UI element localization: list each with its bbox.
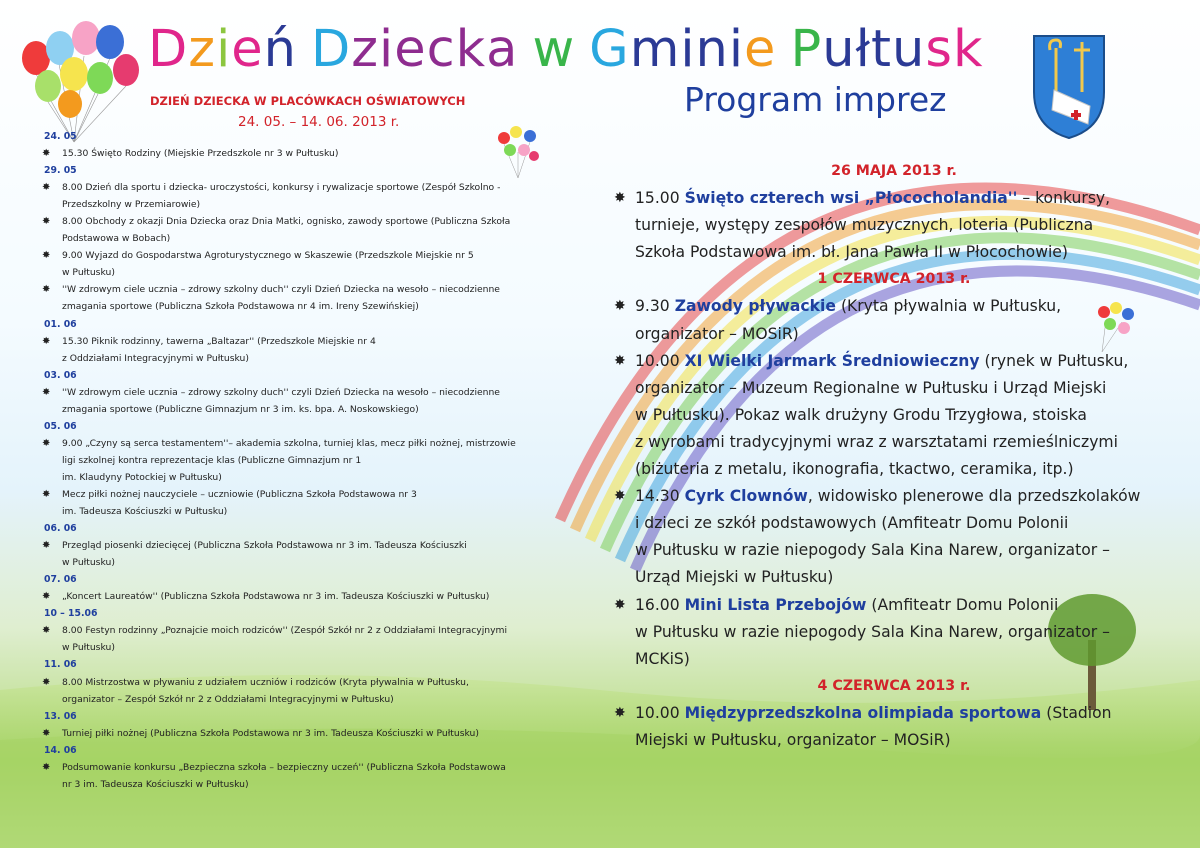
event-entry (614, 293, 1174, 347)
list-item-text: w Pułtusku) (62, 642, 115, 654)
title-letter: z (351, 20, 380, 79)
poster-title (148, 20, 983, 79)
poster-subtitle: Program imprez (684, 80, 947, 119)
list-item-continuation (44, 503, 599, 520)
list-item-text: Przegląd piosenki dziecięcej (Publiczna Szkoła Podstawowa nr 3 im. Tadeusza Kościuszki (62, 540, 467, 552)
list-item-text: ''W zdrowym ciele ucznia – zdrowy szkolny duch'' czyli Dzień Dziecka na wesoło – niecodzienne (62, 284, 500, 296)
list-item (44, 247, 599, 264)
list-item-continuation (44, 554, 599, 571)
list-item-text: zmagania sportowe (Publiczna Szkoła Podstawowa nr 4 im. Ireny Szewińskiej) (62, 301, 419, 313)
bullet-icon: ✸ (42, 761, 51, 773)
event-text: 10.00 (635, 351, 685, 370)
event-entry (614, 592, 1174, 673)
event-line (635, 700, 1174, 727)
event-text: (Stadion (1041, 703, 1112, 722)
list-item-continuation (44, 196, 599, 213)
list-item-text: w Pułtusku) (62, 267, 115, 279)
bullet-icon: ✸ (42, 625, 51, 637)
list-item-continuation (44, 230, 599, 247)
event-date: 13. 06 (44, 710, 77, 722)
event-day-heading: 26 MAJA 2013 r. (831, 163, 957, 179)
bullet-icon: ✸ (42, 250, 51, 262)
title-letter: i (379, 20, 395, 79)
event-date: 29. 05 (44, 165, 77, 177)
list-item (44, 145, 599, 162)
list-item-text: ''W zdrowym ciele ucznia – zdrowy szkolny duch'' czyli Dzień Dziecka na wesoło – niecodzienne (62, 386, 500, 398)
event-name: Zawody pływackie (674, 297, 836, 316)
list-item-text: Mecz piłki nożnej nauczyciele – uczniowie (Publiczna Szkoła Podstawowa nr 3 (62, 488, 417, 500)
list-item-text: z Oddziałami Integracyjnymi w Pułtusku) (62, 352, 249, 364)
event-line (635, 537, 1174, 564)
bullet-icon: ✸ (614, 488, 626, 505)
list-item-continuation (44, 639, 599, 656)
event-text: Urząd Miejski w Pułtusku) (635, 568, 834, 587)
event-date: 14. 06 (44, 744, 77, 756)
event-name: Cyrk Clownów (684, 487, 808, 506)
event-date: 24. 05 (44, 131, 77, 142)
bullet-icon: ✸ (42, 182, 51, 194)
title-letter: t (871, 20, 893, 79)
list-item-text: 8.00 Obchody z okazji Dnia Dziecka oraz Dnia Matki, ognisko, zawody sportowe (Publiczna Szkoła (62, 216, 511, 228)
list-item-text: 9.00 „Czyny są serca testamentem''– akademia szkolna, turniej klas, mecz piłki nożnej, mistrzowie (62, 437, 516, 449)
event-text: 9.30 (635, 297, 675, 316)
list-item (44, 759, 599, 776)
event-text: (rynek w Pułtusku, (979, 351, 1129, 370)
list-item-text: 8.00 Mistrzostwa w pływaniu z udziałem uczniów i rodziców (Kryta pływalnia w Pułtusku, (62, 676, 469, 688)
event-name: Święto czterech wsi „Płococholandia'' (684, 189, 1018, 208)
event-text: MCKiS) (635, 649, 690, 668)
title-letter: i (728, 20, 745, 79)
list-item (44, 537, 599, 554)
event-text: (biżuteria z metalu, ikonografia, tkactwo, ceramika, itp.) (635, 460, 1074, 479)
title-letter: e (231, 20, 264, 79)
event-line (635, 456, 1174, 483)
event-text: 14.30 (635, 487, 685, 506)
title-letter: c (426, 20, 456, 79)
bullet-icon: ✸ (42, 386, 51, 398)
event-name: XI Wielki Jarmark Średniowieczny (684, 351, 980, 370)
list-item-continuation (44, 776, 599, 793)
title-letter: u (822, 20, 856, 79)
event-date: 01. 06 (44, 318, 77, 330)
event-line (635, 348, 1174, 375)
title-letter: k (952, 20, 984, 79)
left-section-heading: DZIEŃ DZIECKA W PLACÓWKACH OŚWIATOWYCH (150, 94, 466, 108)
title-letter: P (790, 20, 823, 79)
title-letter: m (629, 20, 681, 79)
bullet-icon: ✸ (42, 591, 51, 603)
list-item-continuation (44, 298, 599, 315)
list-item (44, 435, 599, 452)
bullet-icon: ✸ (42, 727, 51, 739)
event-text: 10.00 (635, 703, 685, 722)
bullet-icon: ✸ (42, 676, 51, 688)
event-name: Międzyprzedszkolna olimpiada sportowa (684, 703, 1042, 722)
event-text: 16.00 (635, 595, 685, 614)
list-item-continuation (44, 452, 599, 469)
bullet-icon: ✸ (614, 298, 626, 315)
bullet-icon: ✸ (614, 596, 626, 613)
list-item (44, 179, 599, 196)
event-text: – konkursy, (1017, 189, 1111, 208)
list-item-continuation (44, 350, 599, 367)
event-entry (614, 700, 1174, 754)
list-item (44, 674, 599, 691)
list-item-text: ligi szkolnej kontra reprezentacje klas (Publiczne Gimnazjum nr 1 (62, 454, 362, 466)
event-text: organizator – Muzeum Regionalne w Pułtusku i Urząd Miejski (635, 378, 1107, 397)
list-item (44, 213, 599, 230)
list-item (44, 622, 599, 639)
list-item-text: Przedszkolny w Przemiarowie) (62, 199, 201, 211)
left-section-date-range: 24. 05. – 14. 06. 2013 r. (238, 114, 400, 130)
event-text: 15.00 (635, 189, 685, 208)
event-text: (Amfiteatr Domu Polonii (866, 595, 1059, 614)
event-text: , widowisko plenerowe dla przedszkolaków (807, 487, 1141, 506)
event-line (635, 402, 1174, 429)
bullet-icon: ✸ (42, 540, 51, 552)
event-line (635, 293, 1174, 320)
event-text: Miejski w Pułtusku, organizator – MOSiR) (635, 730, 951, 749)
event-date: 07. 06 (44, 574, 77, 586)
event-entry (614, 348, 1174, 483)
list-item-continuation (44, 469, 599, 486)
event-text: Szkoła Podstawowa im. bł. Jana Pawła II w Płocochowie) (635, 243, 1068, 262)
bullet-icon: ✸ (614, 704, 626, 721)
title-letter: e (744, 20, 777, 79)
list-item (44, 384, 599, 401)
list-item-text: w Pułtusku) (62, 557, 115, 569)
title-letter: s (925, 20, 953, 79)
event-line (635, 239, 1174, 266)
bullet-icon: ✸ (42, 335, 51, 347)
list-item-text: Podstawowa w Bobach) (62, 233, 171, 245)
list-item-continuation (44, 691, 599, 708)
event-text: w Pułtusku w razie niepogody Sala Kina Narew, organizator – (635, 541, 1110, 560)
list-item-continuation (44, 264, 599, 281)
list-item-text: 8.00 Festyn rodzinny „Poznajcie moich rodziców'' (Zespół Szkół nr 2 z Oddziałami Integracyjnymi (62, 625, 508, 637)
event-line (635, 646, 1174, 673)
list-item-text: zmagania sportowe (Publiczne Gimnazjum nr 3 im. ks. bpa. A. Noskowskiego) (62, 403, 419, 415)
school-events-list (44, 128, 599, 793)
list-item-text: nr 3 im. Tadeusza Kościuszki w Pułtusku) (62, 778, 249, 790)
bullet-icon: ✸ (42, 216, 51, 228)
event-line (635, 510, 1174, 537)
title-letter: a (486, 20, 519, 79)
title-letter (575, 20, 589, 79)
event-entry (614, 185, 1174, 266)
title-letter: ń (263, 20, 297, 79)
event-name: Mini Lista Przebojów (684, 595, 867, 614)
list-item-text: organizator – Zespół Szkół nr 2 z Oddziałami Integracyjnymi w Pułtusku) (62, 693, 394, 705)
list-item-text: 9.00 Wyjazd do Gospodarstwa Agroturystycznego w Skaszewie (Przedszkole Miejskie nr 5 (62, 250, 474, 262)
event-line (635, 592, 1174, 619)
event-date: 05. 06 (44, 420, 77, 432)
list-item-text: 8.00 Dzień dla sportu i dziecka- uroczystości, konkursy i rywalizacje sportowe (Zespół Szkolno - (62, 182, 501, 194)
event-text: (Kryta pływalnia w Pułtusku, (835, 297, 1062, 316)
title-letter: k (455, 20, 487, 79)
list-item (44, 281, 599, 298)
event-date: 06. 06 (44, 523, 77, 535)
title-letter: D (310, 20, 352, 79)
list-item-text: Podsumowanie konkursu „Bezpieczna szkoła – bezpieczny uczeń'' (Publiczna Szkoła Podstawowa (62, 761, 506, 773)
event-line (635, 321, 1174, 348)
list-item-text: 15.30 Piknik rodzinny, tawerna „Baltazar'' (Przedszkole Miejskie nr 4 (62, 335, 376, 347)
event-line (635, 727, 1174, 754)
title-letter: w (532, 20, 576, 79)
bullet-icon: ✸ (42, 284, 51, 296)
title-letter: ł (855, 20, 872, 79)
bullet-icon: ✸ (42, 488, 51, 500)
event-text: turnieje, występy zespołów muzycznych, loteria (Publiczna (635, 216, 1094, 235)
event-day-heading: 1 CZERWCA 2013 r. (817, 271, 971, 288)
event-line (635, 375, 1174, 402)
title-letter: z (188, 20, 217, 79)
title-letter (297, 20, 311, 79)
title-letter: D (148, 20, 189, 79)
bullet-icon: ✸ (614, 190, 626, 207)
event-text: organizator – MOSiR) (635, 324, 799, 343)
event-line (635, 212, 1174, 239)
list-item (44, 486, 599, 503)
event-line (635, 483, 1174, 510)
event-line (635, 619, 1174, 646)
bullet-icon: ✸ (42, 148, 51, 160)
event-line (635, 564, 1174, 591)
list-item-text: 15.30 Święto Rodziny (Miejskie Przedszkole nr 3 w Pułtusku) (62, 148, 339, 160)
title-letter: i (216, 20, 232, 79)
title-letter: G (589, 20, 630, 79)
main-events-list (614, 158, 1174, 754)
list-item-text: „Koncert Laureatów'' (Publiczna Szkoła Podstawowa nr 3 im. Tadeusza Kościuszki w Pułtusku) (62, 591, 490, 603)
title-letter: e (394, 20, 427, 79)
title-letter: u (892, 20, 926, 79)
title-letter: i (680, 20, 696, 79)
list-item-text: Turniej piłki nożnej (Publiczna Szkoła Podstawowa nr 3 im. Tadeusza Kościuszki w Pułtusku) (62, 727, 479, 739)
list-item (44, 725, 599, 742)
event-text: z wyrobami tradycyjnymi wraz z warsztatami rzemieślniczymi (635, 432, 1118, 451)
bullet-icon: ✸ (614, 352, 626, 369)
event-text: w Pułtusku w razie niepogody Sala Kina Narew, organizator – (635, 622, 1110, 641)
event-text: w Pułtusku). Pokaz walk drużyny Grodu Trzygłowa, stoiska (635, 405, 1087, 424)
coat-of-arms-icon (1030, 32, 1108, 140)
event-line (635, 429, 1174, 456)
event-date: 11. 06 (44, 659, 77, 671)
list-item (44, 588, 599, 605)
title-letter (776, 20, 790, 79)
event-date: 03. 06 (44, 369, 77, 381)
list-item-continuation (44, 401, 599, 418)
title-letter (518, 20, 532, 79)
list-item (44, 333, 599, 350)
event-date: 10 – 15.06 (44, 608, 98, 620)
event-day-heading: 4 CZERWCA 2013 r. (817, 677, 971, 694)
list-item-text: im. Tadeusza Kościuszki w Pułtusku) (62, 506, 228, 518)
event-line (635, 185, 1174, 212)
event-text: i dzieci ze szkół podstawowych (Amfiteatr Domu Polonii (635, 514, 1069, 533)
title-letter: n (695, 20, 729, 79)
event-entry (614, 483, 1174, 591)
list-item-text: im. Klaudyny Potockiej w Pułtusku) (62, 471, 222, 483)
bullet-icon: ✸ (42, 437, 51, 449)
